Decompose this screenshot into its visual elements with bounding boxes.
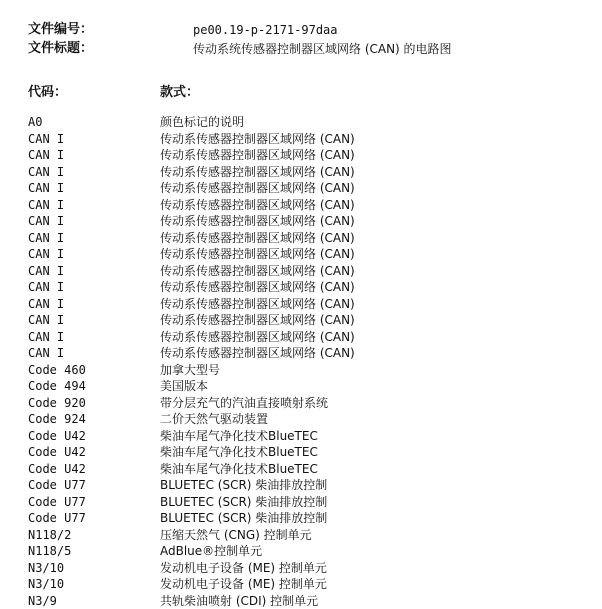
- list-item: [0, 263, 602, 280]
- row-code: CAN I: [28, 345, 64, 361]
- row-code: Code U42: [28, 444, 86, 460]
- list-item: [0, 576, 602, 593]
- row-model: 传动系传感器控制器区域网络 (CAN): [160, 246, 355, 262]
- row-model: 传动系传感器控制器区域网络 (CAN): [160, 296, 355, 312]
- model-column-header: 款式：: [160, 85, 199, 101]
- row-code: Code 460: [28, 362, 86, 378]
- list-item: [0, 329, 602, 346]
- list-item: [0, 477, 602, 494]
- list-item: [0, 296, 602, 313]
- row-code: N3/10: [28, 576, 64, 592]
- list-item: [0, 560, 602, 577]
- row-model: 传动系传感器控制器区域网络 (CAN): [160, 329, 355, 345]
- row-code: Code U77: [28, 510, 86, 526]
- row-model: 加拿大型号: [160, 362, 220, 378]
- list-item: [0, 411, 602, 428]
- row-code: Code U77: [28, 477, 86, 493]
- row-model: 柴油车尾气净化技术BlueTEC: [160, 444, 318, 460]
- row-model: 柴油车尾气净化技术BlueTEC: [160, 461, 318, 477]
- row-code: CAN I: [28, 180, 64, 196]
- row-code: CAN I: [28, 263, 64, 279]
- row-model: 传动系传感器控制器区域网络 (CAN): [160, 230, 355, 246]
- row-code: N118/5: [28, 543, 71, 559]
- list-item: [0, 246, 602, 263]
- list-item: [0, 444, 602, 461]
- row-code: N3/9: [28, 593, 57, 609]
- list-item: [0, 461, 602, 478]
- row-model: BLUETEC (SCR) 柴油排放控制: [160, 477, 327, 493]
- row-code: Code U42: [28, 461, 86, 477]
- row-code: CAN I: [28, 329, 64, 345]
- row-code: Code 494: [28, 378, 86, 394]
- row-model: 柴油车尾气净化技术BlueTEC: [160, 428, 318, 444]
- row-code: Code U42: [28, 428, 86, 444]
- row-model: 发动机电子设备 (ME) 控制单元: [160, 576, 327, 592]
- code-column-header: 代码：: [28, 85, 67, 101]
- row-code: CAN I: [28, 230, 64, 246]
- row-model: 传动系传感器控制器区域网络 (CAN): [160, 263, 355, 279]
- list-item: [0, 213, 602, 230]
- doc-title-label: 文件标题：: [28, 41, 93, 57]
- list-item: [0, 131, 602, 148]
- list-item: [0, 378, 602, 395]
- row-model: 带分层充气的汽油直接喷射系统: [160, 395, 328, 411]
- doc-title-value: 传动系统传感器控制器区域网络 (CAN) 的电路图: [193, 41, 452, 57]
- row-code: N118/2: [28, 527, 71, 543]
- row-model: 颜色标记的说明: [160, 114, 244, 130]
- row-model: 二价天然气驱动装置: [160, 411, 268, 427]
- list-item: [0, 312, 602, 329]
- row-code: CAN I: [28, 213, 64, 229]
- list-item: [0, 114, 602, 131]
- list-item: [0, 180, 602, 197]
- row-model: 共轨柴油喷射 (CDI) 控制单元: [160, 593, 318, 609]
- row-code: CAN I: [28, 164, 64, 180]
- row-code: Code 924: [28, 411, 86, 427]
- row-code: CAN I: [28, 279, 64, 295]
- row-model: 传动系传感器控制器区域网络 (CAN): [160, 147, 355, 163]
- row-code: CAN I: [28, 312, 64, 328]
- row-model: AdBlue®控制单元: [160, 543, 262, 559]
- row-code: CAN I: [28, 246, 64, 262]
- row-code: CAN I: [28, 197, 64, 213]
- row-code: N3/10: [28, 560, 64, 576]
- row-model: BLUETEC (SCR) 柴油排放控制: [160, 494, 327, 510]
- row-model: 压缩天然气 (CNG) 控制单元: [160, 527, 312, 543]
- list-item: [0, 147, 602, 164]
- row-model: 传动系传感器控制器区域网络 (CAN): [160, 213, 355, 229]
- list-item: [0, 527, 602, 544]
- row-code: A0: [28, 114, 42, 130]
- list-item: [0, 543, 602, 560]
- list-item: [0, 362, 602, 379]
- row-code: CAN I: [28, 147, 64, 163]
- row-model: 传动系传感器控制器区域网络 (CAN): [160, 279, 355, 295]
- doc-number-label: 文件编号：: [28, 22, 93, 38]
- list-item: [0, 164, 602, 181]
- row-code: CAN I: [28, 296, 64, 312]
- row-model: 传动系传感器控制器区域网络 (CAN): [160, 131, 355, 147]
- row-model: 传动系传感器控制器区域网络 (CAN): [160, 312, 355, 328]
- row-model: 发动机电子设备 (ME) 控制单元: [160, 560, 327, 576]
- row-code: CAN I: [28, 131, 64, 147]
- list-item: [0, 279, 602, 296]
- row-code: Code U77: [28, 494, 86, 510]
- row-model: 美国版本: [160, 378, 208, 394]
- list-item: [0, 345, 602, 362]
- row-model: 传动系传感器控制器区域网络 (CAN): [160, 164, 355, 180]
- list-item: [0, 593, 602, 609]
- doc-number-value: pe00.19-p-2171-97daa: [193, 22, 338, 38]
- row-model: 传动系传感器控制器区域网络 (CAN): [160, 345, 355, 361]
- list-item: [0, 510, 602, 527]
- row-model: BLUETEC (SCR) 柴油排放控制: [160, 510, 327, 526]
- row-model: 传动系传感器控制器区域网络 (CAN): [160, 197, 355, 213]
- row-code: Code 920: [28, 395, 86, 411]
- list-item: [0, 494, 602, 511]
- list-item: [0, 230, 602, 247]
- code-model-list: [0, 114, 602, 609]
- list-item: [0, 428, 602, 445]
- list-item: [0, 197, 602, 214]
- row-model: 传动系传感器控制器区域网络 (CAN): [160, 180, 355, 196]
- list-item: [0, 395, 602, 412]
